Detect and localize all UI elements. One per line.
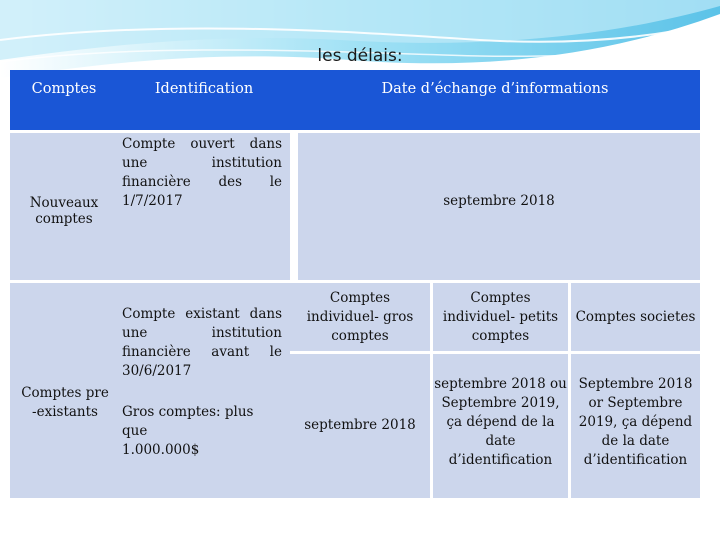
- subheader-gros-cell: [290, 283, 430, 351]
- row-new-identification-line-4: 1/7/2017: [122, 193, 183, 209]
- subheader-petits-cell: [433, 283, 568, 351]
- row-existing-label-line-1: Comptes pre: [21, 385, 109, 401]
- date-societes-line-4: de la date: [601, 433, 670, 449]
- subheader-gros-line-1: Comptes: [329, 289, 391, 306]
- row-new-identification-line-2: une institution: [122, 155, 282, 171]
- date-petits-cell: [433, 354, 568, 498]
- subheader-petits-line-3: comptes: [471, 327, 530, 344]
- date-petits-line-5: d’identification: [448, 452, 553, 468]
- date-societes-cell: [571, 354, 700, 498]
- row-existing-identification-cell: [118, 283, 290, 498]
- date-petits-line-4: date: [485, 433, 516, 449]
- header-identification-text: Identification: [154, 81, 254, 97]
- row-new-label-line-2: comptes: [35, 210, 93, 227]
- subheader-societes-line-1: Comptes societes: [575, 309, 696, 325]
- row-existing-identification-line-3: financière avant le: [122, 344, 282, 360]
- row-existing-label-cell: [10, 283, 118, 498]
- row-existing-identification-line-2: une institution: [122, 325, 282, 341]
- date-societes-line-5: d’identification: [583, 452, 688, 468]
- header-comptes: [10, 70, 118, 130]
- header-date: [290, 70, 700, 130]
- header-identification: [118, 70, 290, 130]
- date-societes-line-2: or Septembre: [588, 395, 683, 411]
- date-gros-cell: [290, 354, 430, 498]
- date-petits-line-3: ça dépend de la: [446, 414, 555, 430]
- date-societes-line-1: Septembre 2018: [578, 376, 693, 392]
- row-existing-label-line-2: -existants: [32, 404, 98, 420]
- decorative-wave-banner: [0, 0, 720, 80]
- header-date-text: Date d’échange d’informations: [381, 81, 609, 97]
- row-existing-identification-line-1: Compte existant dans: [122, 306, 282, 322]
- date-societes-line-3: 2019, ça dépend: [578, 414, 693, 430]
- row-new-label-line-1: Nouveaux: [29, 194, 99, 211]
- row-new-date: septembre 2018: [443, 192, 555, 209]
- subheader-gros-line-2: individuel- gros: [306, 308, 414, 325]
- row-existing-gros-line-2: 1.000.000$: [122, 442, 200, 458]
- slide-title: les délais:: [317, 46, 403, 66]
- row-existing-identification-line-4: 30/6/2017: [122, 363, 192, 379]
- row-new-identification-line-3: financière des le: [122, 174, 282, 190]
- subheader-societes-cell: [571, 283, 700, 351]
- row-new-label-cell: [10, 133, 118, 280]
- header-comptes-text: Comptes: [31, 81, 97, 97]
- date-petits-line-1: septembre 2018 ou: [434, 376, 567, 392]
- row-new-identification-cell: [118, 133, 290, 280]
- row-existing-gros-line-1: Gros comptes: plus que: [122, 404, 254, 439]
- row-new-identification-line-1: Compte ouvert dans: [122, 136, 282, 152]
- subheader-petits-line-2: individuel- petits: [442, 308, 559, 325]
- date-gros-line-1: septembre 2018: [304, 417, 416, 433]
- subheader-gros-line-3: comptes: [331, 327, 389, 344]
- subheader-petits-line-1: Comptes: [470, 289, 531, 306]
- row-new-date-cell: [298, 133, 700, 280]
- date-petits-line-2: Septembre 2019,: [441, 395, 560, 411]
